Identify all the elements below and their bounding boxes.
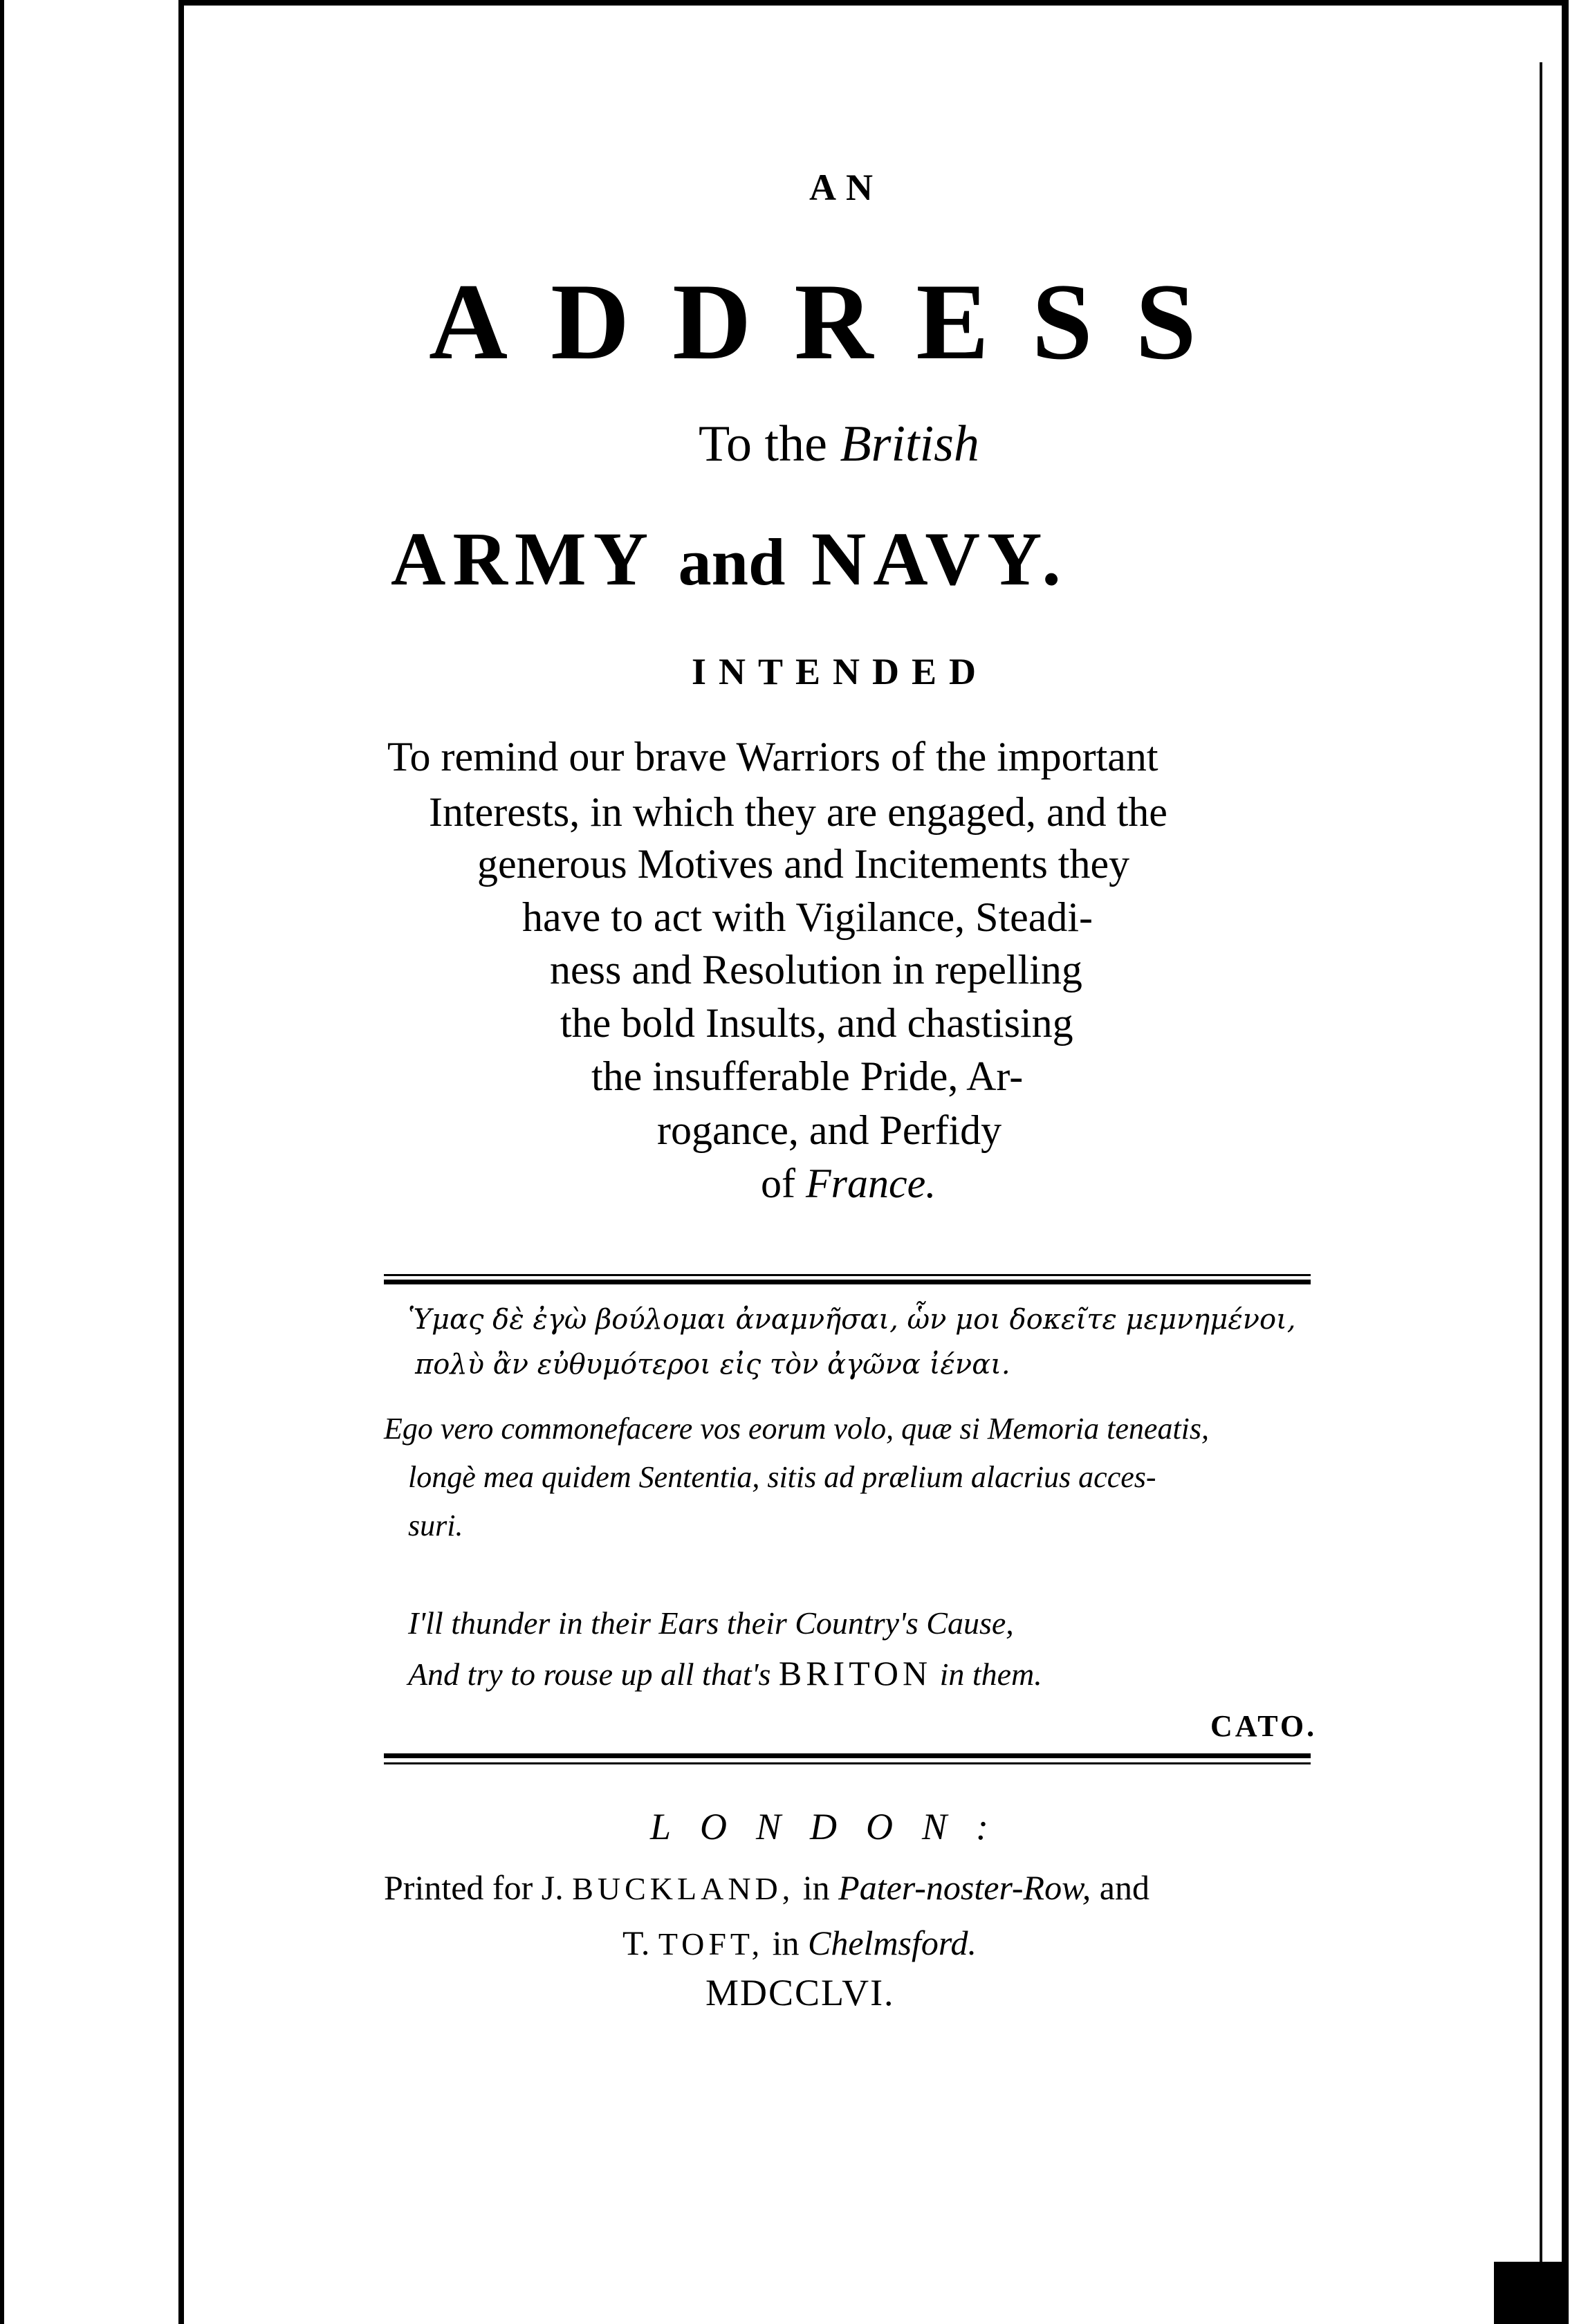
greek-epigraph-line: Ὑμας δὲ ἐγὼ βούλομαι ἀναμνῆσαι, ὧν μοι δοκεῖτε μεμνημένοι, [408, 1304, 1296, 1336]
purpose-line: have to act with Vigilance, Steadi- [522, 894, 1093, 940]
to-the-text: To the [699, 416, 827, 472]
of-text: of [761, 1161, 795, 1206]
title-intended: INTENDED [692, 651, 989, 692]
title-to-british [699, 415, 1114, 474]
rule-bottom-thick [384, 1753, 1311, 1758]
toft-text: TOFT, [658, 1926, 764, 1962]
briton-text: BRITON [778, 1654, 932, 1693]
imprint-toft-line [622, 1923, 977, 1963]
purpose-line: To remind our brave Warriors of the important [387, 734, 1158, 780]
and-text: and [1099, 1868, 1150, 1907]
france-text: France. [805, 1161, 936, 1206]
title-army-navy [391, 515, 1359, 603]
purpose-line: rogance, and Perfidy [657, 1107, 1002, 1153]
and-text: and [678, 525, 786, 599]
english-epigraph-line [408, 1653, 1042, 1693]
buckland-text: BUCKLAND, [572, 1871, 795, 1906]
british-text: British [840, 416, 979, 472]
english-line2-post: in them. [939, 1657, 1042, 1692]
rule-bottom-thin [384, 1762, 1311, 1764]
printed-for-text: Printed for J. [384, 1868, 564, 1907]
purpose-line: the bold Insults, and chastising [560, 1000, 1073, 1046]
english-line2-pre: And try to rouse up all that's [408, 1657, 771, 1692]
chelmsford-text: Chelmsford. [808, 1924, 977, 1962]
t-initial-text: T. [622, 1924, 650, 1962]
purpose-line: ness and Resolution in repelling [550, 947, 1082, 993]
rule-top-thick [384, 1280, 1311, 1284]
purpose-line: the insufferable Pride, Ar- [591, 1053, 1024, 1099]
binding-gutter [178, 0, 184, 2324]
title-an: AN [809, 167, 883, 208]
english-epigraph-line: I'll thunder in their Ears their Country's Cause, [408, 1605, 1014, 1641]
army-text: ARMY [391, 517, 653, 601]
rule-top-thin [384, 1274, 1311, 1276]
imprint-printed-line [384, 1868, 1150, 1908]
imprint-year: MDCCLVI. [705, 1972, 895, 2013]
epigraph-attribution: CATO. [1210, 1709, 1318, 1743]
scan-left-edge [0, 0, 4, 2324]
navy-text: NAVY. [811, 517, 1068, 601]
page-right-edge [1540, 62, 1542, 2276]
purpose-line: generous Motives and Incitements they [477, 841, 1130, 887]
purpose-line: Interests, in which they are engaged, and the [429, 789, 1167, 835]
pater-noster-row-text: Pater-noster-Row, [838, 1868, 1091, 1907]
in-text: in [772, 1924, 800, 1962]
scan-top-edge [184, 0, 1562, 6]
latin-epigraph-line: suri. [408, 1509, 463, 1542]
purpose-line-france [761, 1160, 1037, 1208]
greek-epigraph-line: πολὺ ἂν εὐθυμότεροι εἰς τὸν ἀγῶνα ἰέναι. [415, 1349, 1010, 1381]
scan-right-edge [1562, 0, 1569, 2324]
in-text: in [802, 1868, 830, 1907]
imprint-city: LONDON: [650, 1806, 1018, 1847]
latin-epigraph-line: Ego vero commonefacere vos eorum volo, quæ si Memoria teneatis, [384, 1412, 1210, 1446]
title-address: ADDRESS [429, 261, 1239, 382]
latin-epigraph-line: longè mea quidem Sententia, sitis ad prælium alacrius acces- [408, 1460, 1156, 1494]
scan-corner [1494, 2262, 1563, 2324]
